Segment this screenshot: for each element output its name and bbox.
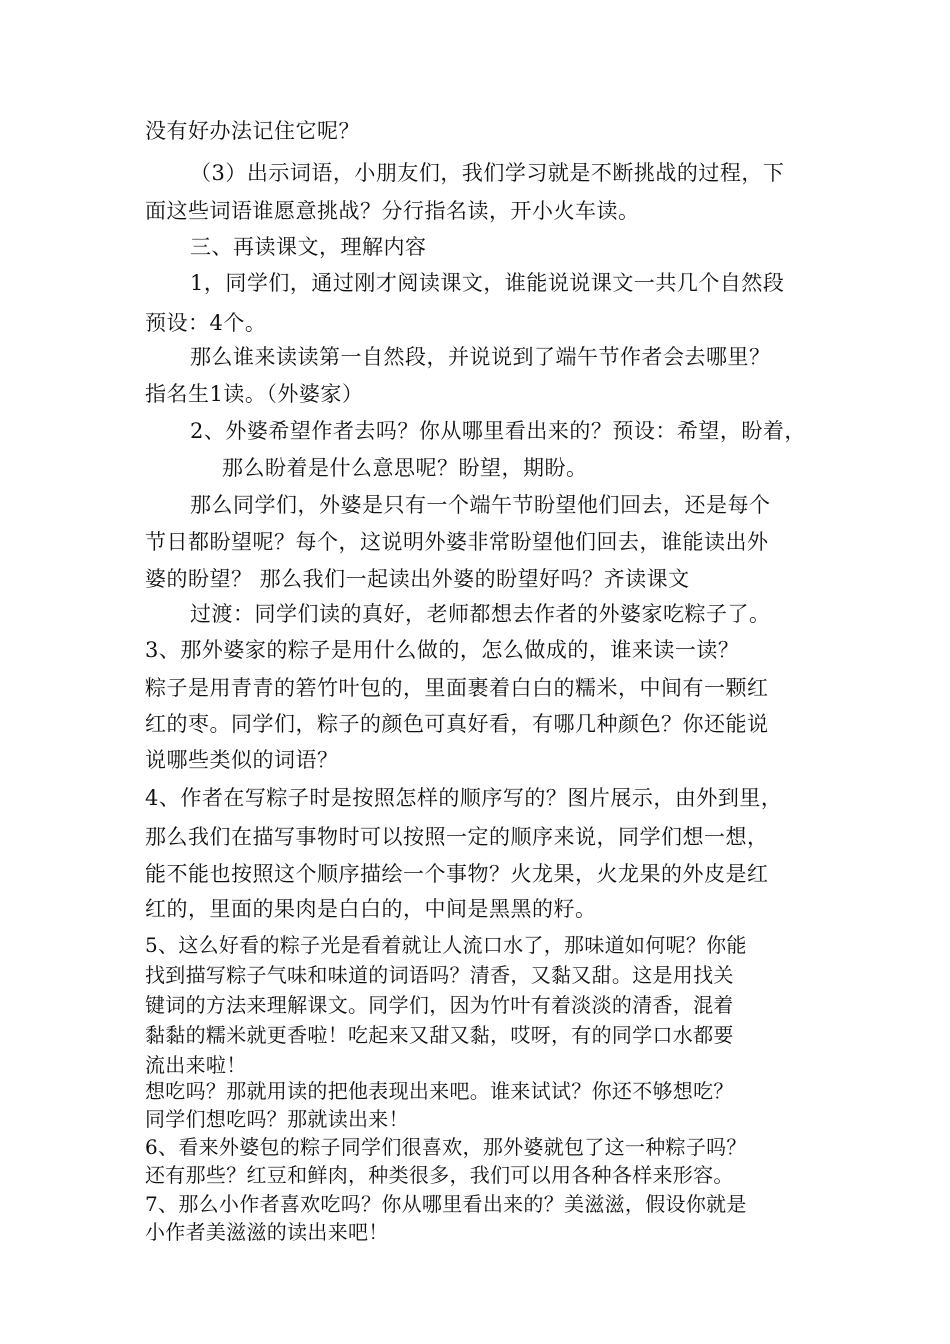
text-line: 同学们想吃吗？那就读出来！ [145, 1107, 409, 1131]
text-line: 流出来啦！ [145, 1053, 247, 1077]
text-line: 没有好办法记住它呢？ [145, 119, 360, 143]
text-line: 想吃吗？那就用读的把他表现出来吧。谁来试试？你还不够想吃？ [145, 1079, 734, 1103]
text-line: 说哪些类似的词语？ [145, 748, 339, 772]
text-line: 那么谁来读读第一自然段，并说说到了端午节作者会去哪里？ [190, 345, 771, 369]
text-line: 4、作者在写粽子时是按照怎样的顺序写的？图片展示，由外到里， [145, 786, 783, 810]
text-line: 黏黏的糯米就更香啦！吃起来又甜又黏，哎呀，有的同学口水都要 [145, 1023, 734, 1047]
text-line: 粽子是用青青的箬竹叶包的，里面裹着白白的糯米，中间有一颗红 [145, 676, 769, 700]
text-line: 指名生1读。（外婆家） [145, 382, 364, 406]
text-line: 那么盼着是什么意思呢？盼望，期盼。 [222, 456, 588, 480]
section-heading: 三、再读课文，理解内容 [190, 235, 427, 259]
text-line: 红的枣。同学们，粽子的颜色可真好看，有哪几种颜色？你还能说 [145, 712, 769, 736]
text-line: 红的，里面的果肉是白白的，中间是黑黑的籽。 [145, 897, 597, 921]
text-line: 预设：4个。 [145, 311, 267, 335]
text-line: 能不能也按照这个顺序描绘一个事物？火龙果，火龙果的外皮是红 [145, 862, 769, 886]
text-line: 过渡：同学们读的真好，老师都想去作者的外婆家吃粽子了。 [190, 602, 771, 626]
text-line: 2、外婆希望作者去吗？你从哪里看出来的？预设：希望，盼着， [190, 419, 806, 443]
text-line: 6、看来外婆包的粽子同学们很喜欢，那外婆就包了这一种粽子吗？ [145, 1135, 747, 1159]
text-line: 那么同学们，外婆是只有一个端午节盼望他们回去，还是每个 [190, 493, 771, 517]
text-line: 婆的盼望？ 那么我们一起读出外婆的盼望好吗？齐读课文 [145, 567, 690, 591]
text-line: 5、这么好看的粽子光是看着就让人流口水了，那味道如何呢？你能 [145, 933, 747, 957]
text-line: 那么我们在描写事物时可以按照一定的顺序来说，同学们想一想， [145, 825, 769, 849]
text-line: 3、那外婆家的粽子是用什么做的，怎么做成的，谁来读一读？ [145, 638, 740, 662]
text-line: 找到描写粽子气味和味道的词语吗？清香，又黏又甜。这是用找关 [145, 963, 734, 987]
text-line: 7、那么小作者喜欢吃吗？你从哪里看出来的？美滋滋，假设你就是 [145, 1192, 747, 1216]
text-line: 面这些词语谁愿意挑战？分行指名读，开小火车读。 [145, 199, 640, 223]
text-line: 节日都盼望呢？每个，这说明外婆非常盼望他们回去，谁能读出外 [145, 530, 769, 554]
text-line: 键词的方法来理解课文。同学们，因为竹叶有着淡淡的清香，混着 [145, 993, 734, 1017]
text-line: 小作者美滋滋的读出来吧！ [145, 1220, 389, 1244]
text-line: （3）出示词语，小朋友们，我们学习就是不断挑战的过程，下 [190, 161, 785, 185]
text-line: 还有那些？红豆和鲜肉，种类很多，我们可以用各种各样来形容。 [145, 1163, 734, 1187]
text-line: 1，同学们，通过刚才阅读课文，谁能说说课文一共几个自然段 [190, 271, 785, 295]
